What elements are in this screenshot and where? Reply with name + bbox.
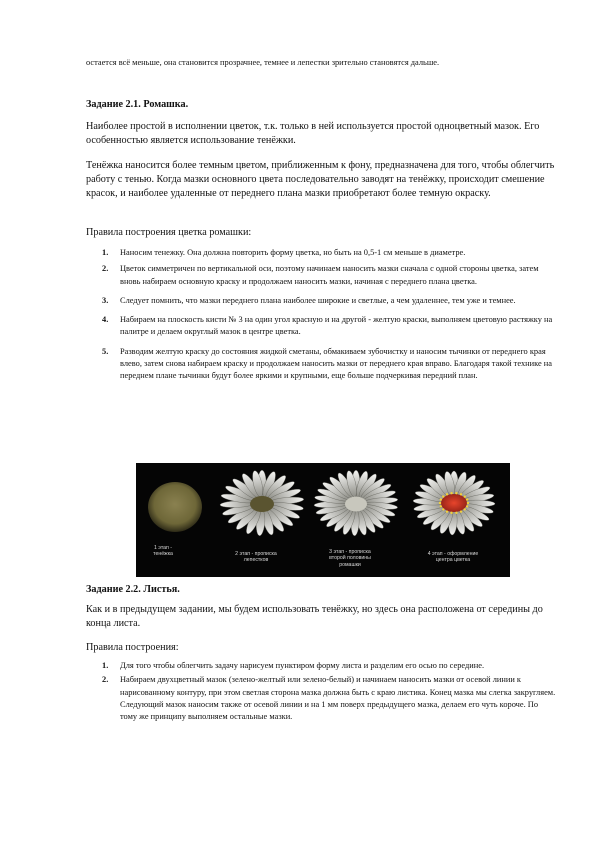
stamen (450, 512, 452, 514)
stamen (467, 502, 469, 504)
step-number: 3. (102, 295, 109, 305)
caption-stage2: 2 этап - прописка лепестков (235, 551, 277, 564)
step-text: Цветок симметричен по вертикальной оси, поэтому начинаем наносить мазки сначала с одной стороны цветка, затем вновь набираем основную краску и продолжаем наносить мазки, начиная с переднего плана цветка. (120, 264, 539, 286)
stage1-teneyka (148, 482, 202, 532)
step-number: 1. (102, 661, 109, 670)
step-text: Для того чтобы облегчить задачу нарисуем пунктиром форму листа и разделим его осью по середине. (120, 661, 485, 670)
stamen (446, 493, 448, 495)
step-number: 4. (102, 315, 109, 325)
teneyka-paragraph: Тенёжка наносится более темным цветом, приближенным к фону, предназначена для того, чтобы облегчить работу с тенью. Когда мазки основного цвета последовательно заводят на тенёжку, происходит смешение красок, и наиболее удаленные от переднего плана мазки приобретают более темную окраску. (86, 160, 555, 200)
step-text: Набираем на плоскость кисти № 3 на один угол красную и на другой - желтую краски, выполняем цветовую растяжку на палитре и делаем округлый мазок в центре цветка. (120, 315, 553, 337)
stamen (442, 508, 444, 510)
list-item (86, 247, 556, 259)
list-item (86, 295, 556, 307)
task1-intro: Наиболее простой в исполнении цветок, т.к. только в ней используется простой одноцветный мазок. Его особенностью является использование тенёжки. (86, 121, 540, 147)
caption-stage3: 3 этап - прописка второй половины ромашки (329, 549, 371, 568)
caption-stage4: 4 этап - оформление центра цветка (427, 551, 479, 564)
stamen (442, 495, 444, 497)
task2-heading: Задание 2.2. Листья. (86, 584, 180, 595)
stamen (440, 498, 442, 500)
stamen (466, 498, 468, 500)
task2-steps-list (86, 660, 556, 723)
stamen (446, 510, 448, 512)
stamen (439, 502, 441, 504)
top-paragraph: остается всё меньше, она становится прозрачнее, темнее и лепестки зрительно становятся дальше. (86, 58, 440, 67)
task1-rules-title: Правила построения цветка ромашки: (86, 227, 252, 238)
list-item (86, 346, 556, 383)
step-text: Разводим желтую краску до состояния жидкой сметаны, обмакиваем зубочистку и наносим тычинки от переднего края влево, затем снова набираем краску и продолжаем наносить мазки от переднего края вправо. Благодаря такой технике на переднем плане тычинки будут более яркими и крупными, еще больше подчеркивая передний план. (120, 346, 552, 381)
task2-intro: Как и в предыдущем задании, мы будем использовать тенёжку, но здесь она расположена от середины до конца листа. (86, 604, 543, 630)
step-number: 1. (102, 248, 109, 257)
step-number: 5. (102, 346, 109, 356)
stamen (464, 495, 466, 497)
stamen (464, 508, 466, 510)
step-text: Набираем двухцветный мазок (зелено-желтый или зелено-белый) и начинаем наносить мазки от осевой линии к нарисованному контуру, при этом светлая сторона мазка должна быть с краю листика. Конец мазка мы слегка закругляем. Следующий мазок наносим также от осевой линии и на 1 мм поверх предыдущего мазка, делаем его чуть короче. По тому же принципу выполняем остальные мазки. (120, 675, 556, 722)
list-item (86, 674, 556, 723)
task2-rules-title: Правила построения: (86, 642, 179, 653)
stamen (466, 505, 468, 507)
list-item (86, 660, 556, 672)
step-number: 2. (102, 264, 109, 274)
caption-stage1: 1 этап - тенёжка (153, 545, 173, 558)
stamen (455, 512, 457, 514)
task1-heading: Задание 2.1. Ромашка. (86, 99, 189, 110)
step-number: 2. (102, 675, 109, 685)
list-item (86, 263, 556, 288)
stamen (460, 510, 462, 512)
task1-steps-list (86, 247, 556, 383)
stamen (450, 492, 452, 494)
stage4-center (441, 494, 467, 512)
step-text: Наносим тенежку. Она должна повторить форму цветка, но быть на 0,5-1 см меньше в диаметре. (120, 248, 466, 257)
stage3-center (345, 497, 367, 512)
list-item (86, 314, 556, 339)
stamen (455, 492, 457, 494)
daisy-steps-photo (136, 463, 510, 577)
stamen (460, 493, 462, 495)
stamen (440, 505, 442, 507)
step-text: Следует помнить, что мазки переднего плана наиболее широкие и светлые, а чем удаленнее, тем уже и темнее. (120, 295, 516, 305)
stage2-center (250, 496, 274, 512)
